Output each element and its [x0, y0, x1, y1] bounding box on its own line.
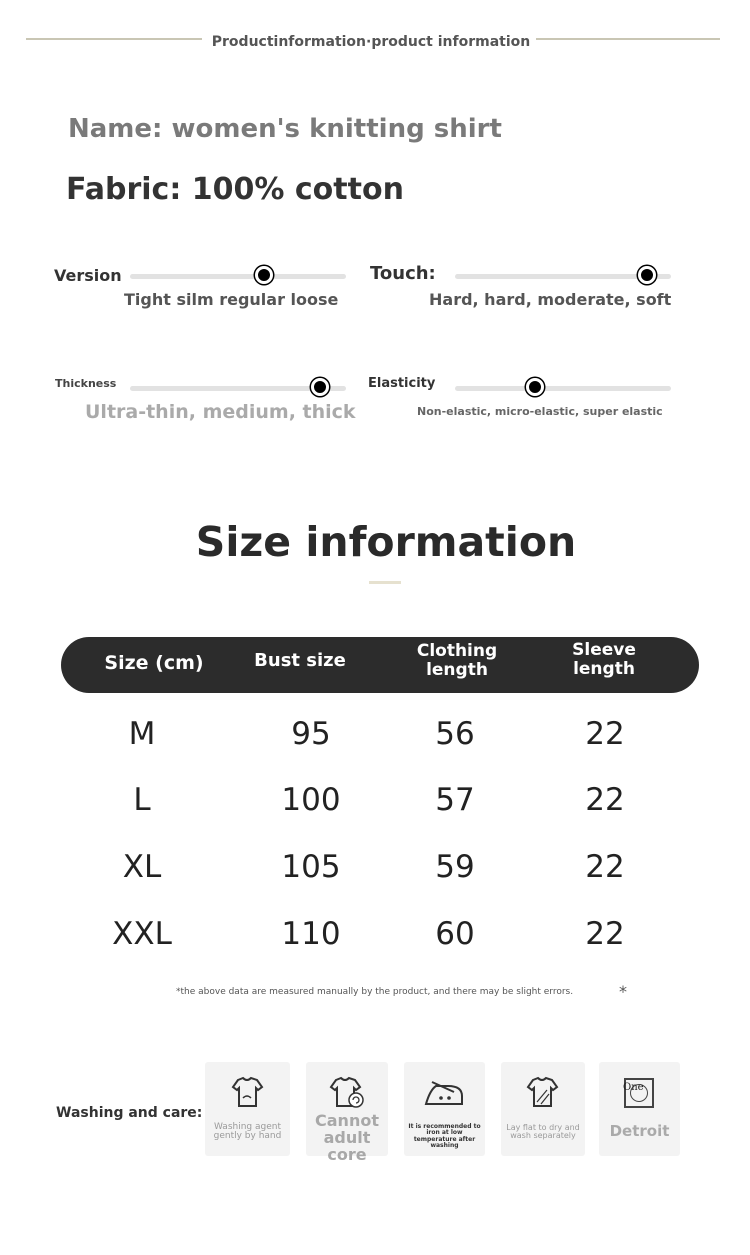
elasticity-track [455, 386, 671, 391]
cell-size: XXL [112, 916, 172, 952]
care-text-iron: It is recommended to iron at low temperature after washing [408, 1123, 481, 1149]
care-item-tumble-dry [599, 1062, 680, 1156]
care-text-tumble-dry: Detroit [609, 1122, 670, 1140]
touch-indicator [638, 266, 656, 284]
cell-clothing-length: 56 [435, 716, 475, 752]
no-dry-clean-shirt-icon [306, 1076, 388, 1110]
cell-size: M [128, 716, 156, 752]
size-table-header [61, 637, 699, 693]
lay-flat-dry-shirt-icon [501, 1076, 585, 1110]
tumble-dry-icon [624, 1078, 654, 1108]
page-header-title: Productinformation·product information [211, 34, 531, 50]
cell-bust: 95 [291, 716, 331, 752]
care-item-iron [404, 1062, 485, 1156]
care-text-hand-wash: Washing agent gently by hand [213, 1122, 282, 1142]
care-item-no-dry-clean [306, 1062, 388, 1164]
version-indicator [255, 266, 273, 284]
measurement-note: *the above data are measured manually by the product, and there may be slight errors. [176, 987, 574, 997]
care-item-lay-flat [501, 1062, 585, 1156]
elasticity-indicator [526, 378, 544, 396]
header-size: Size (cm) [104, 652, 204, 674]
header-sleeve-length: Sleeve length [572, 640, 636, 679]
cell-size: L [133, 782, 151, 818]
touch-scale: Hard, hard, moderate, soft [429, 290, 672, 309]
cell-sleeve-length: 22 [585, 849, 625, 885]
version-scale: Tight silm regular loose [124, 290, 339, 309]
hand-wash-shirt-icon [205, 1076, 290, 1110]
cell-bust: 105 [281, 849, 341, 885]
cell-bust: 100 [281, 782, 341, 818]
size-section-underline [369, 581, 401, 584]
product-name: Name: women's knitting shirt [68, 114, 502, 144]
care-item-hand-wash [205, 1062, 290, 1156]
iron-low-temperature-icon [404, 1076, 485, 1110]
thickness-indicator [311, 378, 329, 396]
cell-sleeve-length: 22 [585, 782, 625, 818]
tumble-dry-icon-text: One [623, 1082, 644, 1093]
header-clothing-length: Clothing length [416, 641, 498, 680]
size-section-title: Size information [195, 518, 577, 566]
cell-sleeve-length: 22 [585, 916, 625, 952]
cell-sleeve-length: 22 [585, 716, 625, 752]
care-text-no-dry-clean: Cannot adult core [315, 1111, 379, 1164]
thickness-scale: Ultra-thin, medium, thick [85, 401, 356, 423]
cell-size: XL [122, 849, 162, 885]
elasticity-scale: Non-elastic, micro-elastic, super elastic [417, 405, 663, 418]
touch-label: Touch: [370, 263, 436, 284]
header-bust: Bust size [254, 650, 346, 671]
care-label: Washing and care: [56, 1105, 203, 1121]
cell-bust: 110 [281, 916, 341, 952]
care-text-lay-flat: Lay flat to dry and wash separately [506, 1123, 580, 1141]
version-label: Version [54, 266, 122, 285]
cell-clothing-length: 59 [435, 849, 475, 885]
cell-clothing-length: 60 [435, 916, 475, 952]
elasticity-label: Elasticity [368, 376, 436, 391]
thickness-label: Thickness [55, 377, 117, 390]
product-fabric: Fabric: 100% cotton [66, 172, 404, 207]
version-track [130, 274, 346, 279]
note-star: * [619, 982, 627, 1001]
cell-clothing-length: 57 [435, 782, 475, 818]
header-divider-right [536, 38, 720, 40]
